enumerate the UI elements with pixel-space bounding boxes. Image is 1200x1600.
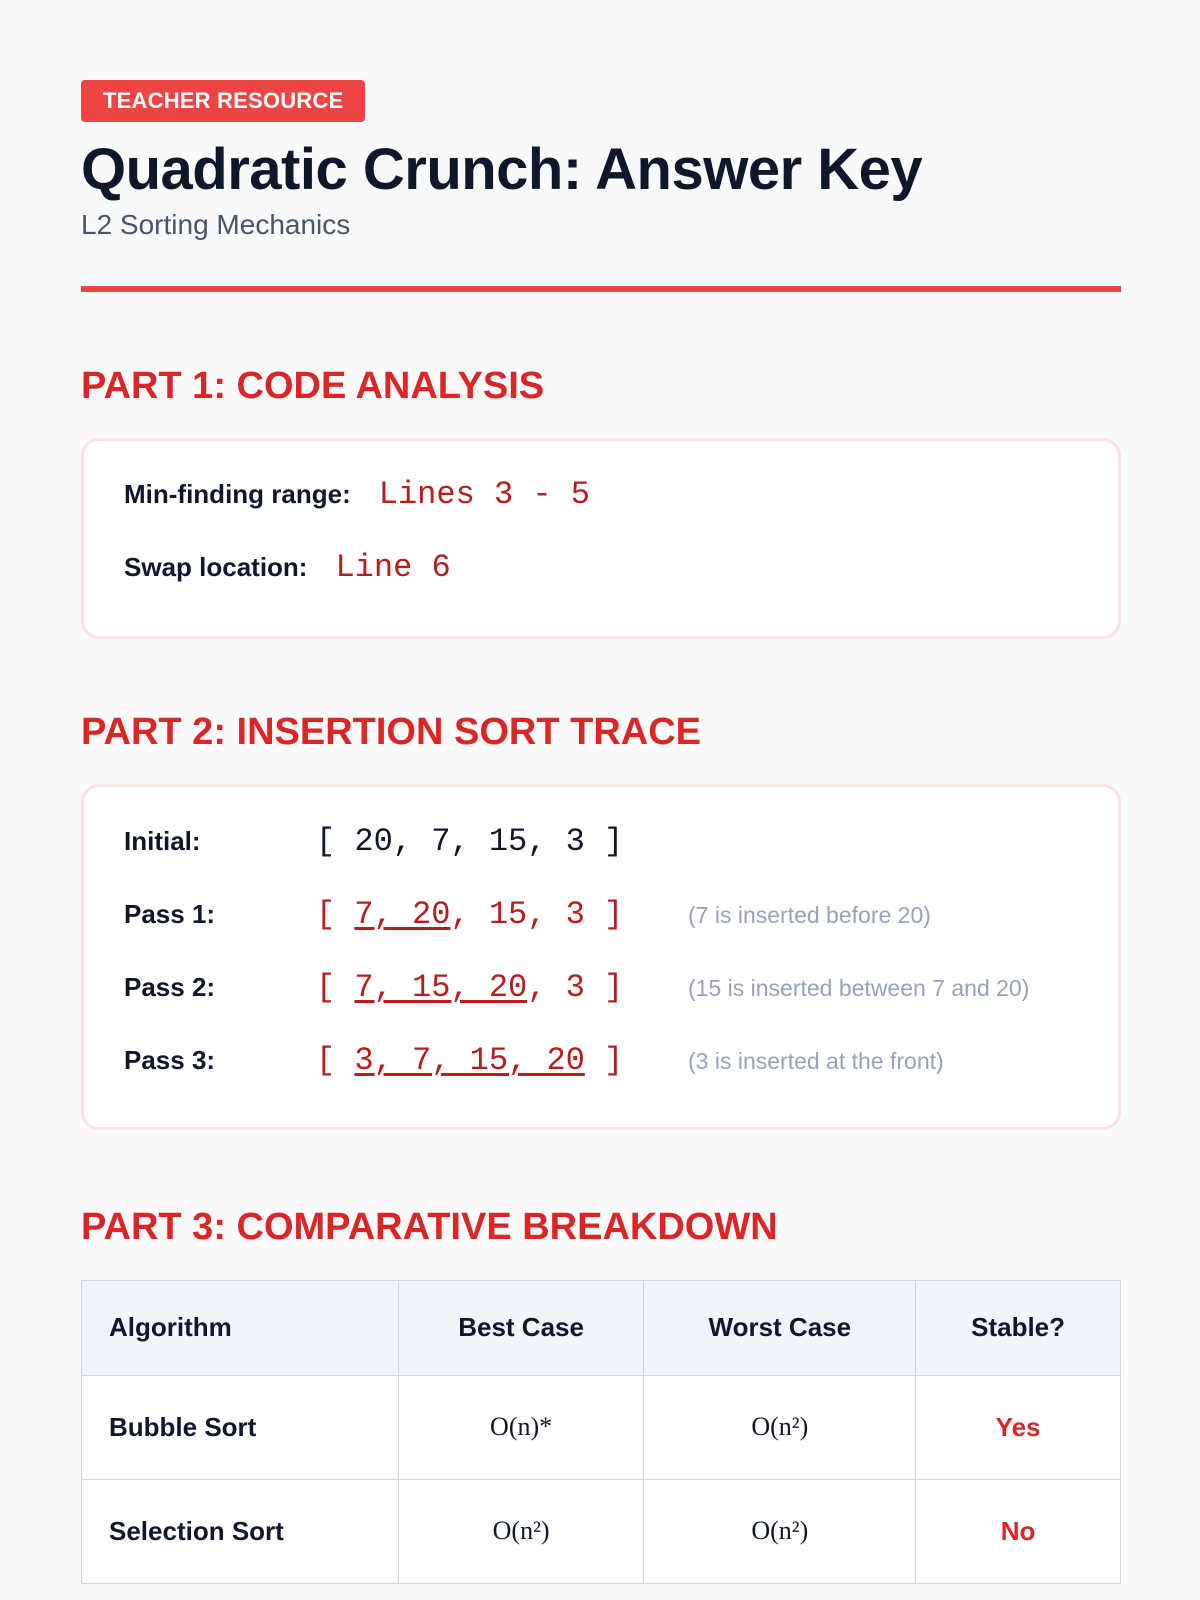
algorithm-name: Selection Sort — [82, 1479, 399, 1583]
best-case-value: O(n²) — [398, 1479, 644, 1583]
column-header-worst-case: Worst Case — [644, 1280, 916, 1375]
trace-label: Initial: — [124, 825, 201, 856]
comparison-table — [81, 1280, 1121, 1584]
trace-row-pass-1 — [124, 896, 1118, 969]
page-title: Quadratic Crunch: Answer Key — [81, 137, 923, 202]
algorithm-name: Bubble Sort — [82, 1375, 399, 1479]
trace-row-pass-2 — [124, 969, 1118, 1042]
part3-title: PART 3: COMPARATIVE BREAKDOWN — [81, 1205, 778, 1248]
best-case-value: O(n)* — [398, 1375, 644, 1479]
trace-note: (3 is inserted at the front) — [688, 1047, 944, 1074]
table-header-row — [82, 1280, 1121, 1375]
table-row — [82, 1479, 1121, 1583]
min-finding-row — [124, 476, 1118, 549]
worst-case-value: O(n²) — [644, 1375, 916, 1479]
stable-value: Yes — [916, 1375, 1121, 1479]
column-header-algorithm: Algorithm — [82, 1280, 399, 1375]
trace-row-initial — [124, 823, 1118, 896]
trace-array: [ 20, 7, 15, 3 ] — [316, 822, 624, 860]
trace-label: Pass 1: — [124, 898, 216, 929]
trace-label: Pass 3: — [124, 1044, 216, 1075]
swap-location-value: Line 6 — [335, 548, 451, 586]
teacher-resource-badge: TEACHER RESOURCE — [81, 80, 365, 122]
code-analysis-card — [81, 438, 1121, 639]
swap-location-row — [124, 549, 1118, 622]
part2-title: PART 2: INSERTION SORT TRACE — [81, 710, 701, 753]
trace-note: (15 is inserted between 7 and 20) — [688, 974, 1030, 1001]
part1-title: PART 1: CODE ANALYSIS — [81, 364, 545, 407]
min-finding-value: Lines 3 - 5 — [378, 475, 590, 513]
trace-row-pass-3 — [124, 1042, 1118, 1115]
column-header-stable: Stable? — [916, 1280, 1121, 1375]
trace-array: [ 7, 15, 20, 3 ] — [316, 968, 624, 1006]
trace-array: [ 7, 20, 15, 3 ] — [316, 895, 624, 933]
insertion-trace-card — [81, 784, 1121, 1130]
trace-array: [ 3, 7, 15, 20 ] — [316, 1041, 624, 1079]
worst-case-value: O(n²) — [644, 1479, 916, 1583]
swap-location-label: Swap location: — [124, 551, 308, 582]
sorted-prefix: 7, 20 — [354, 895, 451, 933]
page-subtitle: L2 Sorting Mechanics — [81, 208, 351, 240]
min-finding-label: Min-finding range: — [124, 478, 351, 509]
sorted-prefix: 3, 7, 15, 20 — [354, 1041, 585, 1079]
trace-label: Pass 2: — [124, 971, 216, 1002]
header-divider — [81, 286, 1121, 292]
stable-value: No — [916, 1479, 1121, 1583]
sorted-prefix: 7, 15, 20 — [354, 968, 528, 1006]
table-row — [82, 1375, 1121, 1479]
trace-note: (7 is inserted before 20) — [688, 901, 931, 928]
column-header-best-case: Best Case — [398, 1280, 644, 1375]
